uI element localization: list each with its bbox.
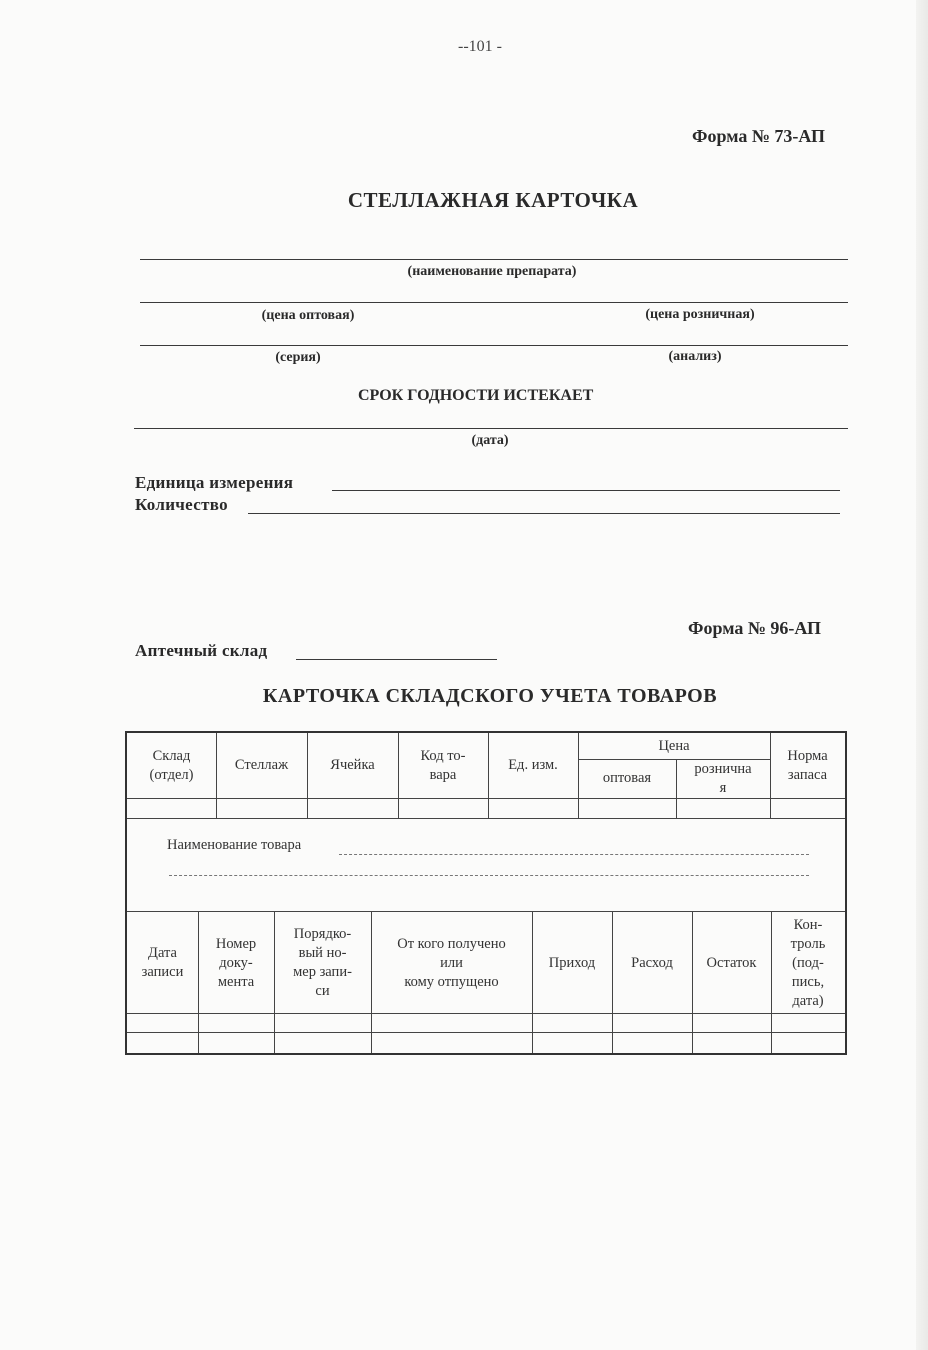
- header-balance: Остаток: [706, 954, 757, 971]
- wholesale-price-caption: (цена оптовая): [261, 308, 355, 323]
- grid-line: [127, 798, 845, 799]
- unit-label: Единица измерения: [135, 473, 294, 492]
- header-goods-code: Код то- вара: [420, 747, 466, 783]
- grid-line: [127, 911, 845, 912]
- header-unit: Ед. изм.: [508, 757, 558, 773]
- header-record-date: Дата записи: [141, 945, 184, 980]
- goods-name-label: Наименование товара: [167, 837, 302, 853]
- page-edge-shadow: [916, 0, 928, 1350]
- drug-name-caption: (наименование препарата): [407, 264, 577, 279]
- drug-name-line: [140, 259, 848, 260]
- warehouse-label: Аптечный склад: [135, 641, 268, 660]
- header-income: Приход: [548, 954, 596, 971]
- header-warehouse: Склад (отдел): [149, 747, 194, 783]
- shelf-card-title: СТЕЛЛАЖНАЯ КАРТОЧКА: [347, 188, 639, 212]
- page-number: --101 -: [458, 38, 502, 55]
- header-rack: Стеллаж: [234, 757, 289, 773]
- warehouse-field-line: [296, 659, 497, 660]
- header-price: Цена: [658, 737, 690, 754]
- series-line: [140, 345, 848, 346]
- goods-accounting-table: [125, 731, 847, 1055]
- quantity-field-line: [248, 513, 840, 514]
- quantity-label: Количество: [135, 495, 228, 514]
- header-doc-number: Номер доку- мента: [215, 935, 257, 990]
- unit-field-line: [332, 490, 840, 491]
- series-caption: (серия): [275, 350, 321, 365]
- retail-price-caption: (цена розничная): [645, 307, 755, 322]
- goods-card-title: КАРТОЧКА СКЛАДСКОГО УЧЕТА ТОВАРОВ: [262, 685, 718, 707]
- goods-name-line-2: [169, 875, 809, 876]
- header-record-seq: Порядко- вый но- мер запи- си: [293, 926, 352, 999]
- analysis-caption: (анализ): [668, 349, 722, 364]
- header-from-to: От кого получено или кому отпущено: [397, 935, 506, 990]
- price-line: [140, 302, 848, 303]
- header-cell: Ячейка: [330, 757, 375, 773]
- goods-name-line-1: [339, 854, 809, 855]
- form-73-number: Форма № 73-АП: [692, 126, 825, 146]
- expiry-heading: СРОК ГОДНОСТИ ИСТЕКАЕТ: [358, 387, 594, 404]
- header-expense: Расход: [631, 954, 673, 971]
- header-price-retail-text: розничная: [694, 760, 752, 796]
- grid-line: [127, 1013, 845, 1014]
- date-line: [134, 428, 848, 429]
- grid-line: [127, 818, 845, 819]
- header-control: Кон- троль (под- пись, дата): [790, 916, 826, 1009]
- header-stock-norm: Норма запаса: [787, 747, 828, 783]
- grid-line: [127, 1032, 845, 1033]
- form-96-number: Форма № 96-АП: [688, 618, 821, 638]
- header-price-wholesale: оптовая: [602, 770, 652, 786]
- header-price-retail: [676, 759, 770, 798]
- date-caption: (дата): [471, 433, 509, 448]
